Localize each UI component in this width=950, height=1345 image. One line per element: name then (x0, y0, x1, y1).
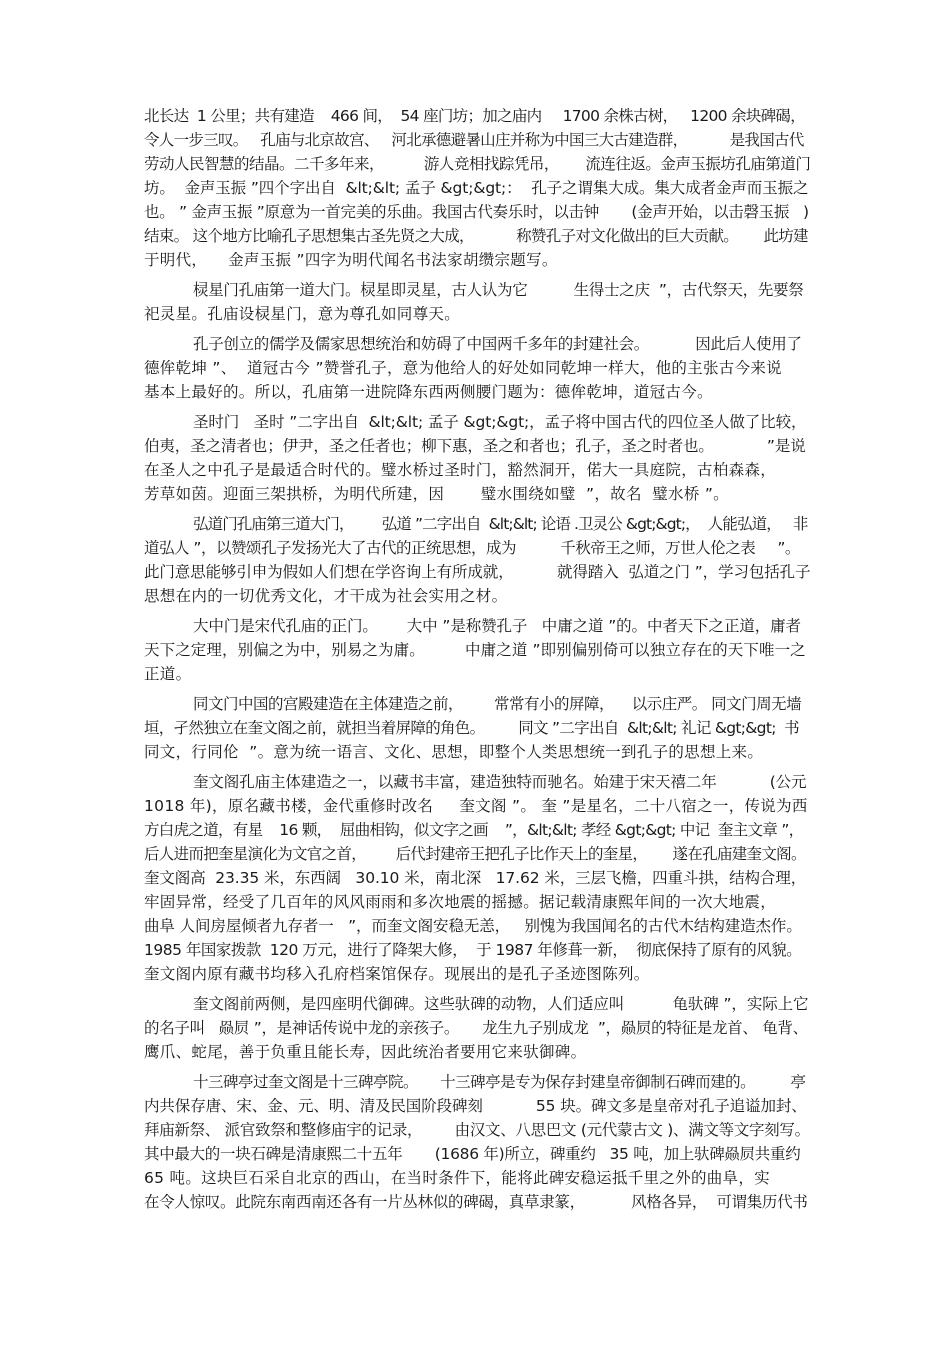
text-line: 北长达 1 公里；共有建造 466 间， 54 座门坊；加之庙内 1700 余株古树， 1200 余块碑碣， (144, 107, 806, 125)
text-line: 祀灵星。孔庙设棂星门，意为尊孔如同尊天。 (144, 305, 461, 323)
text-line: 的名子叫 赑屃 ”，是神话传说中龙的亲孩子。 龙生九子别成龙 ”，赑屃的特征是龙首、 龟背、 (144, 1019, 808, 1037)
text-line: 正道。 (144, 665, 192, 683)
text-line: 于明代， 金声玉振 ”四字为明代闻名书法家胡缵宗题写。 (144, 251, 558, 269)
text-line: 在圣人之中孔子是最适合时代的。璧水桥过圣时门，豁然洞开，偌大一具庭院，古柏森森， (144, 461, 777, 479)
text-line: 孔子创立的儒学及儒家思想统治和妨碍了中国两千多年的封建社会。 因此后人使用了 (193, 335, 802, 353)
text-line: 弘道门孔庙第三道大门， 弘道 ”二字出自 &lt;&lt; 论语 .卫灵公 &gt;&gt;， 人能弘道， 非 (193, 515, 808, 533)
text-line: 芳草如茵。迎面三架拱桥，为明代所建，因 璧水围绕如璧 ”，故名 璧水桥 ”。 (144, 485, 729, 503)
text-line: 在令人惊叹。此院东南西南还各有一片丛林似的碑碣，真草隶篆， 风格各异， 可谓集历代书 (144, 1193, 808, 1211)
text-line: 天下之定理，别偏之为中，别易之为庸。 中庸之道 ”即别偏别倚可以独立存在的天下唯一之 (144, 641, 806, 659)
text-line: 坊。 金声玉振 ”四个字出自 &lt;&lt; 孟子 &gt;&gt;： 孔子之谓集大成。集大成者金声而玉振之 (144, 179, 809, 197)
text-line: 圣时门 圣时 ”二字出自 &lt;&lt; 孟子 &gt;&gt;，孟子将中国古代的四位圣人做了比较， (193, 413, 807, 431)
text-line: 基本上最好的。所以，孔庙第一进院降东西两侧腰门题为：德侔乾坤，道冠古今。 (144, 383, 713, 401)
text-line: 牢固异常，经受了几百年的风风雨雨和多次地震的摇撼。据记载清康熙年间的一次大地震， (144, 893, 777, 911)
text-line: 曲阜 人间房屋倾者九存者一 ”，而奎文阁安稳无恙， 别愧为我国闻名的古代木结构建造杰作。 (144, 917, 802, 935)
text-line: 方白虎之道，有星 16 颗， 屈曲相钩，似文字之画 ”，&lt;&lt; 孝经 &gt;&gt; 中记 奎主文章 ”， (144, 821, 804, 839)
text-line: 十三碑亭过奎文阁是十三碑亭院。 十三碑亭是专为保存封建皇帝御制石碑而建的。 亭 (193, 1073, 806, 1091)
text-line: 内共保存唐、宋、金、元、明、清及民国阶段碑刻 55 块。碑文多是皇帝对孔子追谥加封、 (144, 1097, 807, 1115)
text-line: 结束。 这个地方比喻孔子思想集古圣先贤之大成， 称赞孔子对文化做出的巨大贡献。 此坊建 (144, 227, 808, 245)
text-line: 奎文阁前两侧，是四座明代御碑。这些驮碑的动物，人们适应叫 龟驮碑 ”，实际上它 (193, 995, 809, 1013)
text-line: 也。 ” 金声玉振 ”原意为一首完美的乐曲。我国古代奏乐时，以击钟 (金声开始，以击磬玉振 ) (144, 203, 809, 221)
text-line: 拜庙新祭、 派官致祭和整修庙宇的记录， 由汉文、八思巴文 (元代蒙古文 )、满文等文字刻写。 (144, 1121, 810, 1139)
text-line: 65 吨。这块巨石采自北京的西山，在当时条件下，能将此碑安稳运抵千里之外的曲阜，实 (144, 1169, 770, 1187)
text-line: 后人进而把奎星演化为文官之首， 后代封建帝王把孔子比作天上的奎星， 遂在孔庙建奎文阁。 (144, 845, 806, 863)
text-line: 奎文阁内原有藏书均移入孔府档案馆保存。现展出的是孔子圣迹图陈列。 (144, 965, 650, 983)
text-line: 德侔乾坤 ”、 道冠古今 ”赞誉孔子，意为他给人的好处如同乾坤一样大，他的主张古今来说 (144, 359, 782, 377)
text-line: 奎文阁高 23.35 米，东西阔 30.10 米，南北深 17.62 米，三层飞檐，四重斗拱，结构合理， (144, 869, 807, 887)
text-line: 1018 年)，原名藏书楼，金代重修时改名 奎文阁 ”。 奎 ”是星名，二十八宿之一，传说为西 (144, 797, 808, 815)
text-line: 鹰爪、蛇尾，善于负重且能长寿，因此统治者要用它来驮御碑。 (144, 1043, 587, 1061)
text-line: 道弘人 ”，以赞颂孔子发扬光大了古代的正统思想，成为 千秋帝王之师，万世人伦之表 ”。 (144, 539, 800, 557)
text-line: 劳动人民智慧的结晶。二千多年来， 游人竞相找踪凭吊， 流连往返。金声玉振坊孔庙第道门 (144, 155, 811, 173)
text-line: 此门意思能够引申为假如人们想在学咨询上有所成就， 就得踏入 弘道之门 ”，学习包括孔子 (144, 563, 811, 581)
text-line: 其中最大的一块石碑是清康熙二十五年 (1686 年)所立，碑重约 35 吨，加上驮碑赑屃共重约 (144, 1145, 801, 1163)
text-line: 1985 年国家拨款 120 万元，进行了降架大修， 于 1987 年修葺一新， 彻底保持了原有的风貌。 (144, 941, 802, 959)
text-line: 伯夷，圣之清者也；伊尹，圣之任者也；柳下惠，圣之和者也；孔子，圣之时者也。 ”是说 (144, 437, 806, 455)
text-line: 垣，孑然独立在奎文阁之前，就担当着屏障的角色。 同文 ”二字出自 &lt;&lt; 礼记 &gt;&gt; 书 (144, 719, 799, 737)
text-line: 大中门是宋代孔庙的正门。 大中 ”是称赞孔子 中庸之道 ”的。中者天下之正道，庸者 (193, 617, 801, 635)
text-line: 奎文阁孔庙主体建造之一，以藏书丰富，建造独特而驰名。始建于宋天禧二年 (公元 (193, 773, 807, 791)
text-line: 棂星门孔庙第一道大门。棂星即灵星，古人认为它 生得士之庆 ”，古代祭天，先要祭 (193, 281, 804, 299)
text-line: 令人一步三叹。 孔庙与北京故宫、 河北承德避暑山庄并称为中国三大古建造群， 是我国古代 (144, 131, 804, 149)
text-line: 同文，行同伦 ”。意为统一语言、文化、思想，即整个人类思想统一到孔子的思想上来。 (144, 743, 764, 761)
text-line: 思想在内的一切优秀文化，才干成为社会实用之材。 (144, 587, 508, 605)
text-line: 同文门中国的宫殿建造在主体建造之前， 常常有小的屏障， 以示庄严。 同文门周无墙 (193, 695, 802, 713)
